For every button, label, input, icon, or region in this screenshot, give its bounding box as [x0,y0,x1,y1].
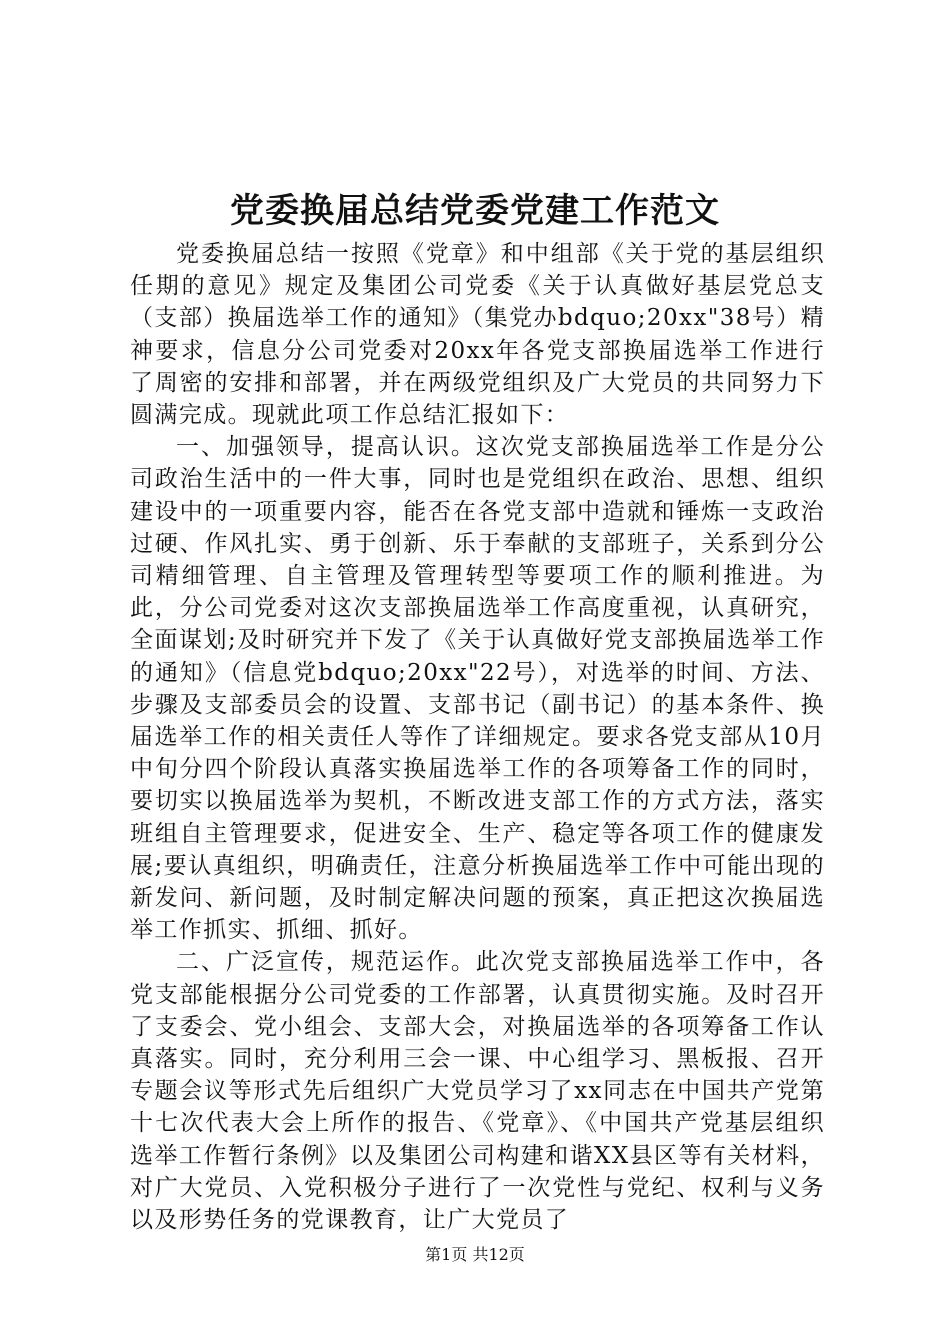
document-body [130,238,825,1236]
paragraph-section-2: 二、广泛宣传，规范运作。此次党支部换届选举工作中，各党支部能根据分公司党委的工作部署，认真贯彻实施。及时召开了支委会、党小组会、支部大会，对换届选举的各项筹备工作认真落实。同时，充分利用三会一课、中心组学习、黑板报、召开专题会议等形式先后组织广大党员学习了xx同志在中国共产党第十七次代表大会上所作的报告、《党章》、《中国共产党基层组织选举工作暂行条例》以及集团公司构建和谐XX县区等有关材料，对广大党员、入党积极分子进行了一次党性与党纪、权利与义务以及形势任务的党课教育，让广大党员了 [130,949,825,1234]
page-number-footer: 第1页 共12页 [425,1245,525,1264]
paragraph-section-1: 一、加强领导，提高认识。这次党支部换届选举工作是分公司政治生活中的一件大事，同时也是党组织在政治、思想、组织建设中的一项重要内容，能否在各党支部中造就和锤炼一支政治过硬、作风扎实、勇于创新、乐于奉献的支部班子，关系到分公司精细管理、自主管理及管理转型等要项工作的顺利推进。为此，分公司党委对这次支部换届选举工作高度重视，认真研究，全面谋划;及时研究并下发了《关于认真做好党支部换届选举工作的通知》（信息党bdquo;20xx"22号），对选举的时间、方法、步骤及支部委员会的设置、支部书记（副书记）的基本条件、换届选举工作的相关责任人等作了详细规定。要求各党支部从10月中旬分四个阶段认真落实换届选举工作的各项筹备工作的同时，要切实以换届选举为契机，不断改进支部工作的方式方法，落实班组自主管理要求，促进安全、生产、稳定等各项工作的健康发展;要认真组织，明确责任，注意分析换届选举工作中可能出现的新发问、新问题，及时制定解决问题的预案，真正把这次换届选举工作抓实、抓细、抓好。 [130,434,825,944]
document-title: 党委换届总结党委党建工作范文 [230,191,720,231]
paragraph-intro: 党委换届总结一按照《党章》和中组部《关于党的基层组织任期的意见》规定及集团公司党委《关于认真做好基层党总支（支部）换届选举工作的通知》（集党办bdquo;20xx"38号）精神要求，信息分公司党委对20xx年各党支部换届选举工作进行了周密的安排和部署，并在两级党组织及广大党员的共同努力下圆满完成。现就此项工作总结汇报如下： [130,241,825,429]
